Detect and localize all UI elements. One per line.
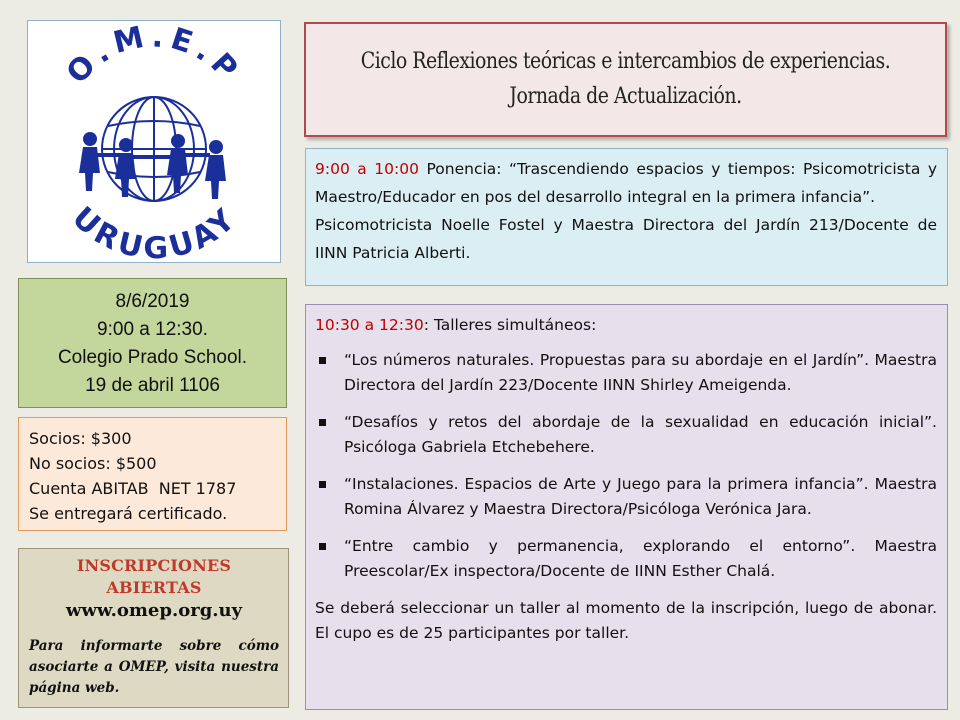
omep-logo — [27, 20, 281, 263]
ponencia-time: 9:00 a 10:00 — [315, 160, 419, 178]
list-item — [315, 410, 937, 460]
event-title-line2: Jornada de Actualización. — [509, 84, 742, 109]
talleres-box — [305, 304, 948, 710]
logo-top-text: O.M.E.P — [59, 21, 249, 91]
ponencia-text: Ponencia: “Trascendiendo espacios y tiempos: Psicomotricista y Maestro/Educador en pos del desarrollo integral en la primera infancia”. — [315, 160, 937, 206]
workshop-text: “Instalaciones. Espacios de Arte y Juego para la primera infancia”. Maestra Romina Álvarez y Maestra Directora/Psicóloga Verónica Jara. — [344, 475, 937, 518]
ponencia-description — [315, 155, 937, 211]
event-title-line1: Ciclo Reflexiones teóricas e intercambios de experiencias. — [360, 49, 891, 74]
list-item — [315, 472, 937, 522]
globe-with-children-icon — [28, 21, 280, 262]
inscriptions-box — [18, 548, 289, 708]
talleres-heading-line — [315, 313, 937, 338]
svg-text:O.M.E.P — [60, 21, 248, 91]
event-title-box — [304, 22, 947, 137]
workshop-text: “Desafíos y retos del abordaje de la sexualidad en educación inicial”. Psicóloga Gabriela Etchebehere. — [344, 413, 937, 456]
event-time: 9:00 a 12:30. — [97, 319, 208, 340]
membership-info: Para informarte sobre cómo asociarte a OMEP, visita nuestra página web. — [29, 638, 279, 696]
ponencia-speakers: Psicomotricista Noelle Fostel y Maestra Directora del Jardín 213/Docente de IINN Patricia Alberti. — [315, 216, 937, 262]
logo-bottom-text: URUGUAY — [65, 200, 245, 262]
talleres-time: 10:30 a 12:30 — [315, 316, 424, 334]
list-item — [315, 534, 937, 584]
bullet-icon — [319, 481, 326, 488]
price-members: Socios: $300 — [29, 429, 132, 448]
payment-account: Cuenta ABITAB NET 1787 — [29, 479, 237, 498]
bullet-icon — [319, 543, 326, 550]
talleres-note: Se deberá seleccionar un taller al momento de la inscripción, luego de abonar. El cupo es de 25 participantes por taller. — [315, 599, 937, 642]
workshop-text: “Entre cambio y permanencia, explorando el entorno”. Maestra Preescolar/Ex inspectora/Docente de IINN Esther Chalá. — [344, 537, 937, 580]
talleres-list — [315, 348, 937, 584]
event-address: 19 de abril 1106 — [85, 375, 220, 396]
workshop-text: “Los números naturales. Propuestas para su abordaje en el Jardín”. Maestra Directora del Jardín 223/Docente IINN Shirley Ameigenda. — [344, 351, 937, 394]
event-date: 8/6/2019 — [115, 291, 190, 312]
website-link[interactable]: www.omep.org.uy — [65, 600, 243, 621]
price-non-members: No socios: $500 — [29, 454, 157, 473]
svg-text:URUGUAY — [65, 200, 244, 262]
bullet-icon — [319, 357, 326, 364]
ponencia-box — [305, 148, 948, 286]
talleres-heading: : Talleres simultáneos: — [423, 316, 597, 334]
inscriptions-title: INSCRIPCIONES ABIERTAS — [76, 556, 232, 597]
bullet-icon — [319, 419, 326, 426]
list-item — [315, 348, 937, 398]
certificate-note: Se entregará certificado. — [29, 504, 228, 523]
prices-box — [18, 417, 287, 531]
event-venue: Colegio Prado School. — [57, 347, 248, 368]
event-info-box — [18, 278, 287, 408]
